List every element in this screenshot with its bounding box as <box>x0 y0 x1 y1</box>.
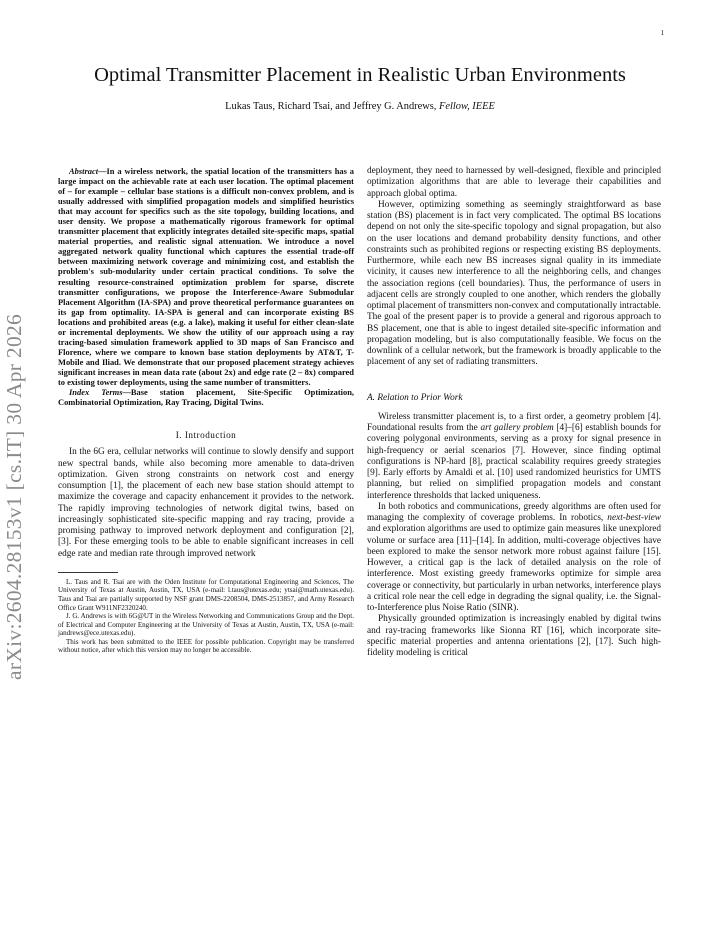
intro-paragraph-continued: deployment, they need to harnessed by well-designed, flexible and principled optimization algorithms that are able to leverage their capabilities and approach global optima. <box>367 166 661 199</box>
intro-paragraph: In the 6G era, cellular networks will continue to slowly densify and support new spectral bands, while also becoming more amenable to data-driven optimization. Given strong constraints on network cost and energy consumption [1], the placement of each new base station should attempt to maximize the coverage and capacity enhancement it provides to the network. The rapidly improving technologies of network digital twins, based on increasingly sophisticated site-specific mapping and ray tracing, provide a promising pathway to improved network deployment and configuration [2], [3]. For these emerging tools to be able to enable significant increases in cell edge rate and median rate through improved network <box>58 447 354 559</box>
left-column <box>58 166 354 655</box>
author-names: Lukas Taus, Richard Tsai, and Jeffrey G. Andrews, <box>225 101 437 112</box>
footnote-copyright-notice: This work has been submitted to the IEEE for possible publication. Copyright may be transferred without notice, after which this version may no longer be accessible. <box>58 637 354 655</box>
abstract-text: —In a wireless network, the spatial location of the transmitters has a large impact on the achievable rate at each user location. The optimal placement of – for example – cellular base stations is a difficult non-convex problem, and is usually addressed with simplified propagation models and simplified heuristics that may account for specifics such as the site topology, building locations, and user density. We propose a mathematically rigorous framework for optimal transmitter placement that explicitly integrates detailed site-specific maps, spatial material properties, and realistic signal attenuation. We introduce a novel aggregated network quality functional which captures the essential trade-off between maximizing network coverage and minimizing cost, and establish the problem's sub-modularity under certain practical conditions. To solve the resulting resource-constrained optimization problem for sparse, discrete transmitter configurations, we propose the Interference-Aware Submodular Placement Algorithm (IA-SPA) and prove theoretical performance guarantees on its gap from optimality. IA-SPA is general and can incorporate existing BS locations and prohibited areas (e.g. a lake), making it useful for either clean-slate or incremental deployments. We show the utility of our approach using a ray tracing-based simulation framework applied to 3D maps of San Francisco and Florence, where we compare to known base station deployments by AT&T, T-Mobile and Iliad. We demonstrate that our proposed placement strategy achieves significant increases in mean data rate (about 2x) and edge rate (2 – 8x) compared to existing tower deployments, using the same number of transmitters. <box>58 166 354 387</box>
prior-work-p2-text-a: In both robotics and communications, greedy algorithms are often used for managing the complexity of coverage problems. In robotics, <box>367 501 661 523</box>
prior-work-p2-text-b: and exploration algorithms are used to optimize gain measures like unexplored volume or surface area [11]–[14]. In addition, multi-coverage objectives have been explored to make the sensor network more robust against failure [15]. However, a critical gap is the lack of detailed analysis on the role of interference. Most existing greedy frameworks optimize for simple area coverage or connectivity, but particularly in urban networks, interference plays a critical role near the cell edge in degrading the signal quality, i.e. the Signal-to-Interference plus Noise Ratio (SINR). <box>367 524 661 613</box>
intro-paragraph-2: However, optimizing something as seemingly straightforward as base station (BS) placement is in fact very complicated. The optimal BS locations depend on not only the site-specific topology and signal propagation, but also on the user locations and demand probability density functions, and other constraints such as prohibited regions or respecting existing BS deployments. Furthermore, while each new BS increases signal quality in its immediate vicinity, it causes new interference to all the neighboring cells, and changes the association regions (cell boundaries). Thus, the performance of users in adjacent cells are strongly coupled to one another, which renders the globally optimal placement of transmitters non-convex and computationally intractable. The goal of the present paper is to provide a general and rigorous approach to BS placement, one that is able to ingest detailed site-specific information and propagation modeling, but is also computationally feasible. We focus on the downlink of a cellular network, but the framework is broadly applicable to the placement of any set of radiating transmitters. <box>367 199 661 368</box>
section-heading-introduction: I. Introduction <box>175 430 237 441</box>
author-membership: Fellow, IEEE <box>439 101 495 112</box>
prior-work-p1-text-b: [4]–[6] establish bounds for covering polygonal environments, serving as a proxy for signal presence in high-frequency or aerial scenarios [7]. However, since finding optimal configurations is NP-hard [8], practical scalability requires greedy strategies [9]. Early efforts by Amaldi et al. [10] used randomized heuristics for UMTS planning, but relied on simplified propagation models and constant interference thresholds that lacked uniqueness. <box>367 423 661 501</box>
index-terms-text: —Base station placement, Site-Specific Optimization, Combinatorial Optimization, Ray Tracing, Digital Twins. <box>58 387 354 408</box>
footnote-affiliation-andrews: J. G. Andrews is with 6G@UT in the Wireless Networking and Communications Group and the Dept. of Electrical and Computer Engineering at the University of Texas at Austin, Austin, TX, USA (e-mail: jandrews@ece.utexas.edu). <box>58 612 354 638</box>
footnotes <box>58 572 354 655</box>
prior-work-p1-emphasis: art gallery problem <box>480 423 554 433</box>
footnote-affiliation-taus-tsai: L. Taus and R. Tsai are with the Oden Institute for Computational Engineering and Sciences, The University of Texas at Austin, Austin, TX, USA (e-mail: l.taus@utexas.edu; ytsai@math.utexas.edu). Taus and Tsai are partially supported by NSF grant DMS-2208504, DMS-2513857, and Army Research Office Grant W911NF2320240. <box>58 577 354 612</box>
index-terms <box>58 387 354 407</box>
prior-work-p1-text-a: Wireless transmitter placement is, to a first order, a geometry problem [4]. Foundational results from the <box>367 411 661 433</box>
prior-work-paragraph-1 <box>367 412 661 502</box>
index-terms-label: Index Terms <box>69 387 123 398</box>
prior-work-paragraph-2 <box>367 502 661 615</box>
right-column <box>367 166 661 659</box>
prior-work-paragraph-3: Physically grounded optimization is increasingly enabled by digital twins and ray-tracing frameworks like Sionna RT [16], which incorporate site-specific material properties and antenna orientations [2], [17]. Such high-fidelity modeling is critical <box>367 614 661 658</box>
page-number: 1 <box>660 29 664 37</box>
prior-work-p2-emphasis: next-best-view <box>607 513 661 523</box>
author-line <box>0 101 720 112</box>
paper-title: Optimal Transmitter Placement in Realistic Urban Environments <box>94 64 626 86</box>
abstract-label: Abstract <box>69 166 99 176</box>
arxiv-identifier-stamp: arXiv:2604.28153v1 [cs.IT] 30 Apr 2026 <box>2 313 26 680</box>
abstract <box>58 166 354 387</box>
subsection-heading-prior-work: A. Relation to Prior Work <box>367 392 463 403</box>
